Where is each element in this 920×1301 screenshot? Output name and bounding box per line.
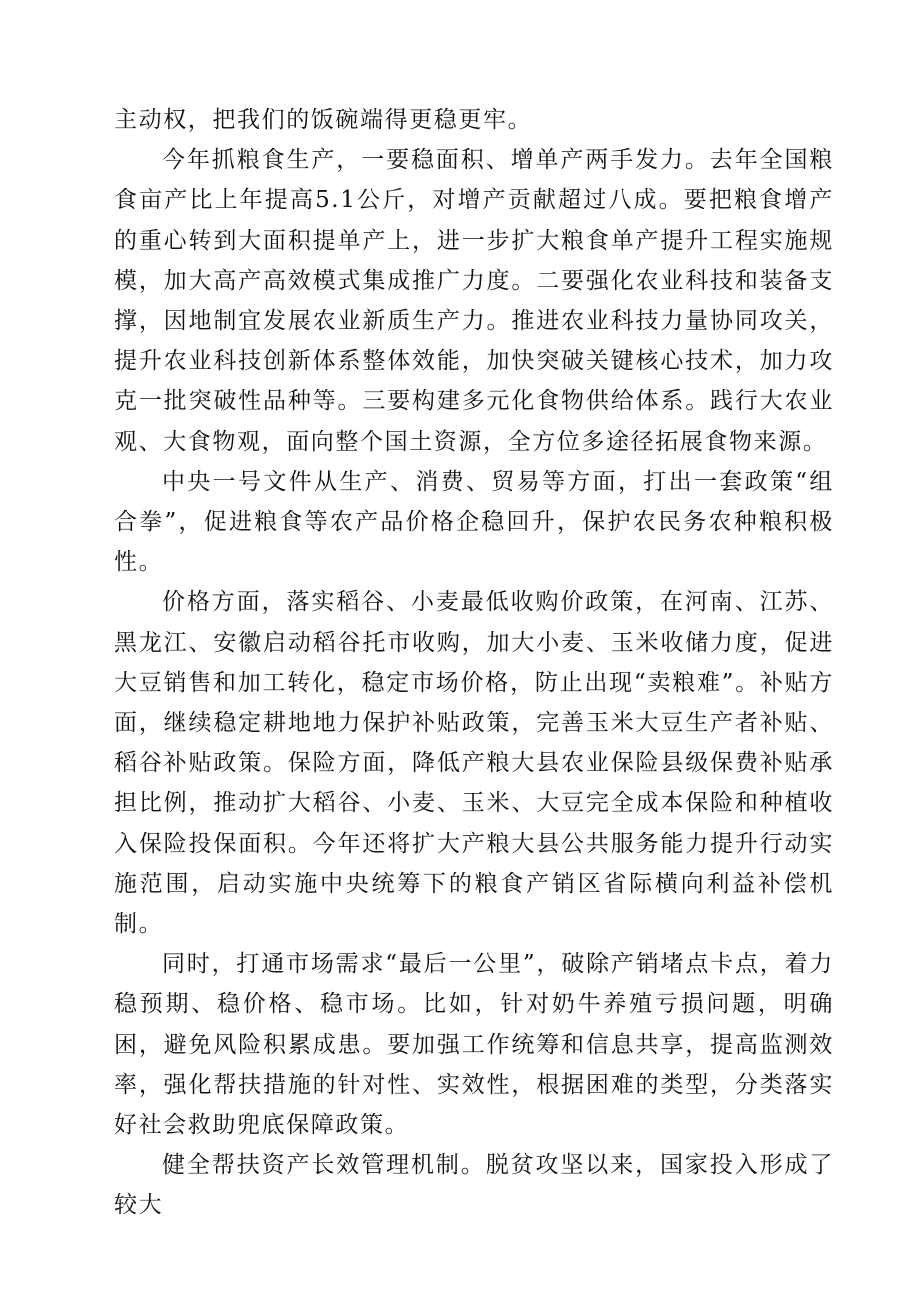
paragraph-continuation: 主动权，把我们的饭碗端得更稳更牢。	[114, 107, 533, 133]
paragraph-market-demand: 同时，打通市场需求“最后一公里”，破除产销堵点卡点，着力稳预期、稳价格、稳市场。比如，针对奶牛养殖亏损问题，明确困，避免风险积累成患。要加强工作统筹和信息共享，提高监测效率，强化帮扶措施的针对性、实效性，根据困难的类型，分类落实好社会救助兜底保障政策。	[114, 951, 834, 1139]
paragraph-grain-production: 今年抓粮食生产，一要稳面积、增单产两手发力。去年全国粮食亩产比上年提高5.1公斤，对增产贡献超过八成。要把粮食增产的重心转到大面积提单产上，进一步扩大粮食单产提升工程实施规模，加大高产高效模式集成推广力度。二要强化农业科技和装备支撑，因地制宜发展农业新质生产力。推进农业科技力量协同攻关，提升农业科技创新体系整体效能，加快突破关键核心技术，加力攻克一批突破性品种等。三要构建多元化食物供给体系。践行大农业观、大食物观，面向整个国土资源，全方位多途径拓展食物来源。	[114, 147, 834, 455]
document-body	[114, 100, 834, 1226]
paragraph-policy-combination: 中央一号文件从生产、消费、贸易等方面，打出一套政策“组合拳”，促进粮食等农产品价格企稳回升，保护农民务农种粮积极性。	[114, 468, 834, 576]
paragraph-price-subsidy-insurance: 价格方面，落实稻谷、小麦最低收购价政策，在河南、江苏、黑龙江、安徽启动稻谷托市收购，加大小麦、玉米收储力度，促进大豆销售和加工转化，稳定市场价格，防止出现“卖粮难”。补贴方面，继续稳定耕地地力保护补贴政策，完善玉米大豆生产者补贴、稻谷补贴政策。保险方面，降低产粮大县农业保险县级保费补贴承担比例，推动扩大稻谷、小麦、玉米、大豆完全成本保险和种植收入保险投保面积。今年还将扩大产粮大县公共服务能力提升行动实施范围，启动实施中央统筹下的粮食产销区省际横向利益补偿机制。	[114, 589, 834, 938]
paragraph-assistance-assets: 健全帮扶资产长效管理机制。脱贫攻坚以来，国家投入形成了较大	[114, 1152, 834, 1219]
